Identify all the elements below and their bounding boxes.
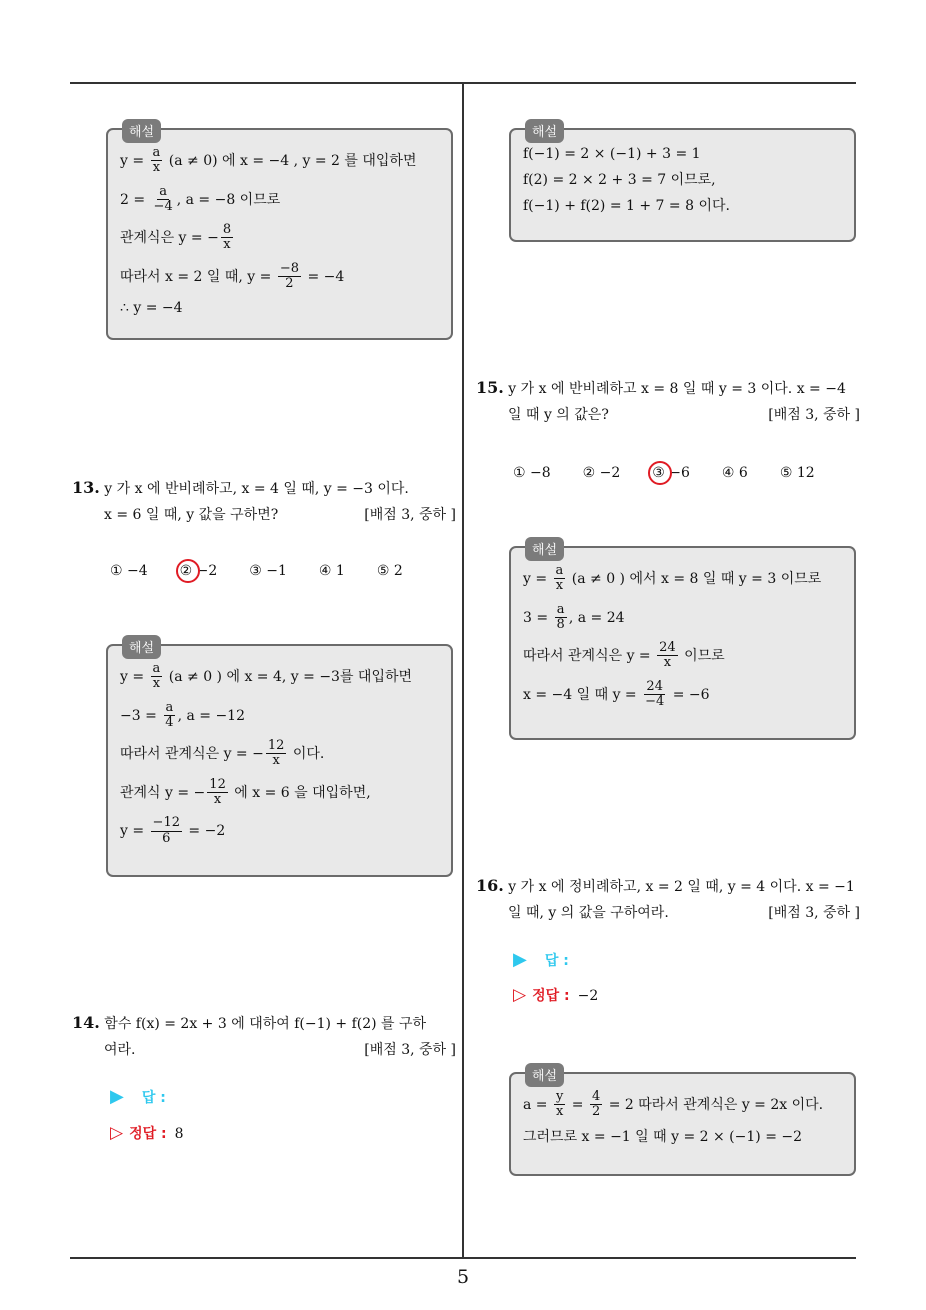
solution-line: a = $\frac{y}{x}$ = $\frac{4}{2}$ = 2 따라서 관계식은 y = 2x 이다. [523,1089,824,1120]
choice-3[interactable]: ③ −6 [652,465,690,481]
correct-value: −2 [577,988,599,1004]
solution-line: 그러므로 x = −1 일 때 y = 2 × (−1) = −2 [523,1128,803,1145]
solution-line: f(−1) + f(2) = 1 + 7 = 8 이다. [523,197,730,214]
question-13 [72,475,456,528]
choice-5[interactable]: ⑤ 12 [779,465,815,481]
choices-13 [110,563,435,579]
fraction: $\frac{-8}{2}$ [279,260,300,292]
solution-box-16 [509,1069,856,1176]
correct-answer-row-14 [110,1123,184,1143]
answer-label: 답 : [141,1090,166,1106]
choice-3[interactable]: ③ −1 [249,563,287,579]
fraction: $\frac{a}{4}$ [165,699,174,730]
choice-2[interactable]: ② −2 [180,563,218,579]
solution-line: y = $\frac{a}{x}$ (a ≠ 0 ) 에서 x = 8 일 때 y = 3 이므로 [523,563,822,594]
score-label: [배점 3, 중하 ] [768,407,860,423]
choice-5[interactable]: ⑤ 2 [376,563,403,579]
choice-4[interactable]: ④ 1 [318,563,345,579]
question-number: 16. [476,876,504,895]
question-text: 일 때 y 의 값은? [508,407,609,423]
column-divider [462,84,464,1258]
solution-line: 2 = $\frac{a}{-4}$ , a = −8 이므로 [120,183,281,214]
solution-tag: 해설 [122,119,161,143]
solution-line: 따라서 관계식은 y = − $\frac{12}{x}$ 이다. [120,738,325,769]
question-15 [476,375,860,428]
solution-line: x = −4 일 때 y = $\frac{24}{-4}$ = −6 [523,678,710,710]
solution-box-14 [509,125,856,242]
fraction: $\frac{a}{x}$ [555,563,564,594]
solution-box-15 [509,543,856,740]
solution-line: 관계식은 y = − $\frac{8}{x}$ [120,222,232,253]
choice-2[interactable]: ② −2 [582,465,621,481]
solution-box-12 [106,125,453,340]
solution-tag: 해설 [122,635,161,659]
score-label: [배점 3, 중하 ] [364,507,456,523]
score-label: [배점 3, 중하 ] [768,905,860,921]
question-number: 15. [476,378,504,397]
solution-line: 관계식 y = − $\frac{12}{x}$ 에 x = 6 을 대입하면, [120,776,371,808]
page-number: 5 [456,1266,470,1288]
selected-circle-mark [648,461,672,485]
question-number: 14. [72,1013,100,1032]
solution-line: y = $\frac{-12}{6}$ = −2 [120,815,226,846]
fraction: $\frac{24}{-4}$ [645,678,665,710]
question-14 [72,1010,456,1063]
fraction: $\frac{-12}{6}$ [152,815,180,846]
bottom-rule [70,1257,856,1259]
fraction: $\frac{a}{x}$ [152,661,161,692]
solution-line: 따라서 관계식은 y = $\frac{24}{x}$ 이므로 [523,640,725,671]
choice-4[interactable]: ④ 6 [721,465,748,481]
question-text: y 가 x 에 반비례하고 x = 8 일 때 y = 3 이다. x = −4 [508,381,846,397]
choice-1[interactable]: ① −4 [110,563,148,579]
fraction: $\frac{a}{-4}$ [153,183,173,214]
fraction: $\frac{4}{2}$ [591,1089,601,1120]
solution-line: ∴ y = −4 [120,300,183,317]
question-16 [476,873,860,926]
correct-label: 정답 : [129,1126,167,1142]
question-number: 13. [72,478,100,497]
choice-1[interactable]: ① −8 [513,465,551,481]
solution-line: f(−1) = 2 × (−1) + 3 = 1 [523,146,701,162]
choices-15 [513,465,847,481]
solution-tag: 해설 [525,119,564,143]
selected-circle-mark [176,559,200,583]
fraction: $\frac{a}{8}$ [556,601,565,632]
solution-box-13 [106,641,453,877]
answer-row-14 [110,1086,166,1107]
correct-answer-row-16 [513,985,598,1005]
question-text: x = 6 일 때, y 값을 구하면? [104,507,279,523]
solution-tag: 해설 [525,537,564,561]
correct-arrow-icon: ▷ [110,1123,124,1143]
solution-line: f(2) = 2 × 2 + 3 = 7 이므로, [523,171,716,188]
fraction: $\frac{8}{x}$ [222,222,232,253]
fraction: $\frac{24}{x}$ [659,640,676,671]
question-text: 일 때, y 의 값을 구하여라. [508,905,669,921]
answer-label: 답 : [544,953,569,969]
question-text: y 가 x 에 정비례하고, x = 2 일 때, y = 4 이다. x = −1 [508,879,855,895]
solution-line: y = $\frac{a}{x}$ (a ≠ 0 ) 에 x = 4, y = −3를 대입하면 [120,661,413,692]
correct-label: 정답 : [532,988,570,1004]
answer-arrow-icon: ▶ [110,1086,124,1107]
question-text: 함수 f(x) = 2x + 3 에 대하여 f(−1) + f(2) 를 구하 [104,1016,427,1032]
solution-tag: 해설 [525,1063,564,1087]
correct-value: 8 [174,1126,184,1142]
solution-line: 따라서 x = 2 일 때, y = $\frac{-8}{2}$ = −4 [120,260,345,292]
answer-arrow-icon: ▶ [513,949,527,970]
fraction: $\frac{12}{x}$ [209,776,226,808]
score-label: [배점 3, 중하 ] [364,1042,456,1058]
answer-row-16 [513,949,569,970]
fraction: $\frac{y}{x}$ [555,1089,564,1120]
correct-arrow-icon: ▷ [513,985,527,1005]
fraction: $\frac{a}{x}$ [152,145,161,176]
solution-line: −3 = $\frac{a}{4}$ , a = −12 [120,699,245,730]
question-text: y 가 x 에 반비례하고, x = 4 일 때, y = −3 이다. [104,481,409,497]
question-text: 여라. [104,1042,136,1058]
fraction: $\frac{12}{x}$ [267,738,285,769]
solution-line: y = $\frac{a}{x}$ (a ≠ 0) 에 x = −4 , y = 2 를 대입하면 [120,145,417,176]
solution-line: 3 = $\frac{a}{8}$ , a = 24 [523,601,625,632]
